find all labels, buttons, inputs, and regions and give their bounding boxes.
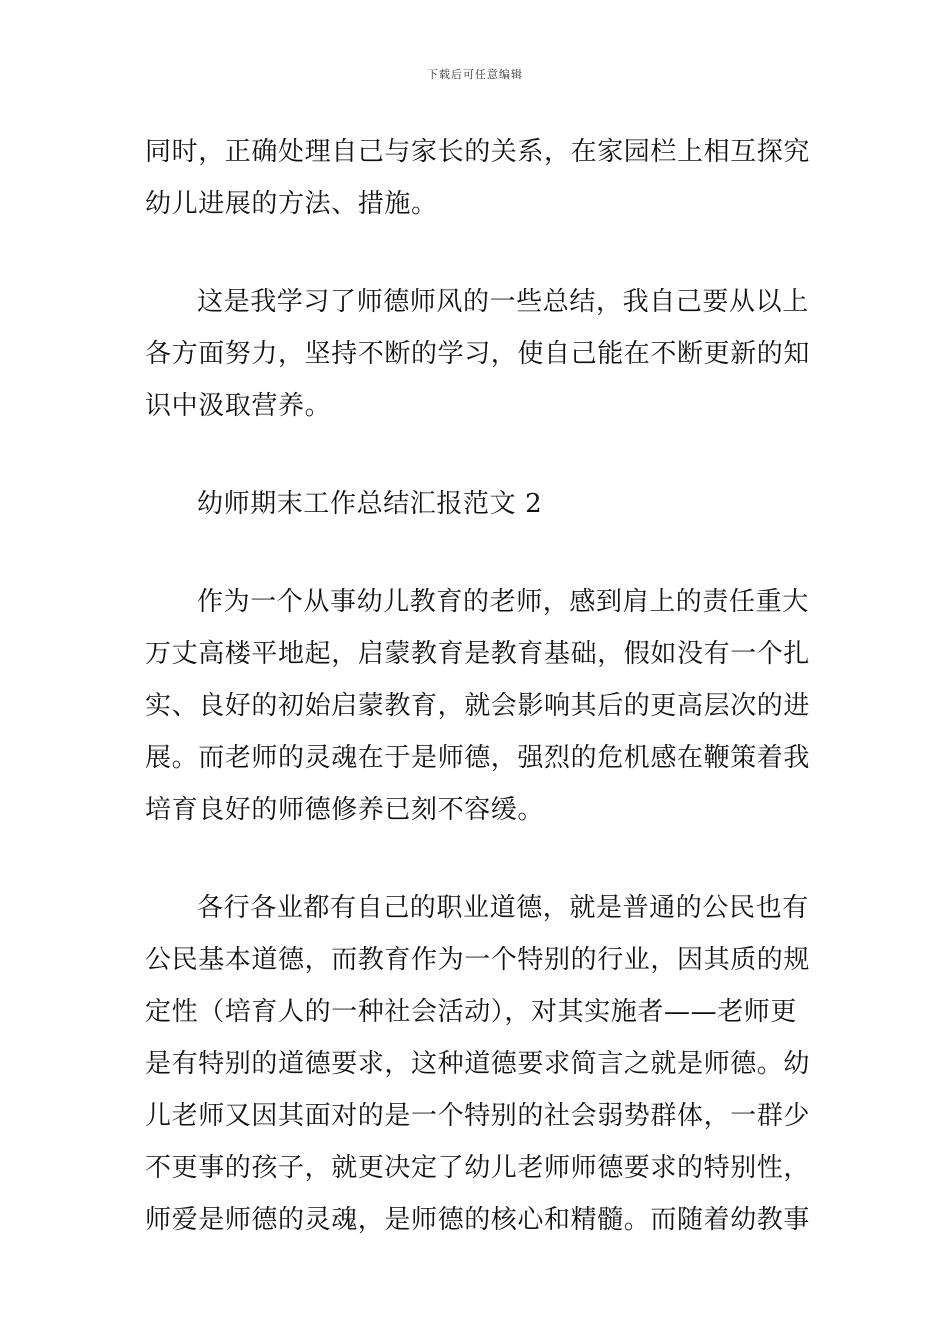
paragraph-gap [145,836,815,882]
paragraph [145,276,815,432]
text-line: 各方面努力，坚持不断的学习，使自己能在不断更新的知 [145,339,811,369]
text-line: 培育良好的师德修养已刻不容缓。 [145,795,545,825]
text-line: 展。而老师的灵魂在于是师德，强烈的危机感在鞭策着我 [145,743,811,773]
text-line: 同时，正确处理自己与家长的关系，在家园栏上相互探究 [145,137,811,167]
text-line: 这是我学习了师德师风的一些总结，我自己要从以上 [197,287,809,317]
text-line: 实、良好的初始启蒙教育，就会影响其后的更高层次的进 [145,691,811,721]
paragraph [145,576,815,836]
text-line: 师爱是师德的灵魂，是师德的核心和精髓。而随着幼教事 [145,1205,811,1235]
text-line: 识中汲取营养。 [145,391,332,421]
paragraph-gap [145,530,815,576]
text-line: 各行各业都有自己的职业道德，就是普通的公民也有 [197,893,809,923]
heading-line: 幼师期末工作总结汇报范文 2 [197,489,543,519]
page-header: 下载后可任意编辑 [427,68,523,81]
paragraph-gap [145,432,815,478]
section-heading [145,478,815,530]
text-line: 是有特别的道德要求，这种道德要求简言之就是师德。幼 [145,1049,811,1079]
text-line: 定性（培育人的一种社会活动），对其实施者——老师更 [145,997,798,1027]
paragraph-gap [145,230,815,276]
text-line: 作为一个从事幼儿教育的老师，感到肩上的责任重大 [197,587,809,617]
text-line: 万丈高楼平地起，启蒙教育是教育基础，假如没有一个扎 [145,639,811,669]
document-body [145,126,815,1246]
text-line: 幼儿进展的方法、措施。 [145,189,438,219]
text-line: 公民基本道德，而教育作为一个特别的行业，因其质的规 [145,945,811,975]
paragraph [145,882,815,1246]
paragraph [145,126,815,230]
text-line: 儿老师又因其面对的是一个特别的社会弱势群体，一群少 [145,1101,811,1131]
text-line: 不更事的孩子，就更决定了幼儿老师师德要求的特别性， [145,1153,811,1183]
